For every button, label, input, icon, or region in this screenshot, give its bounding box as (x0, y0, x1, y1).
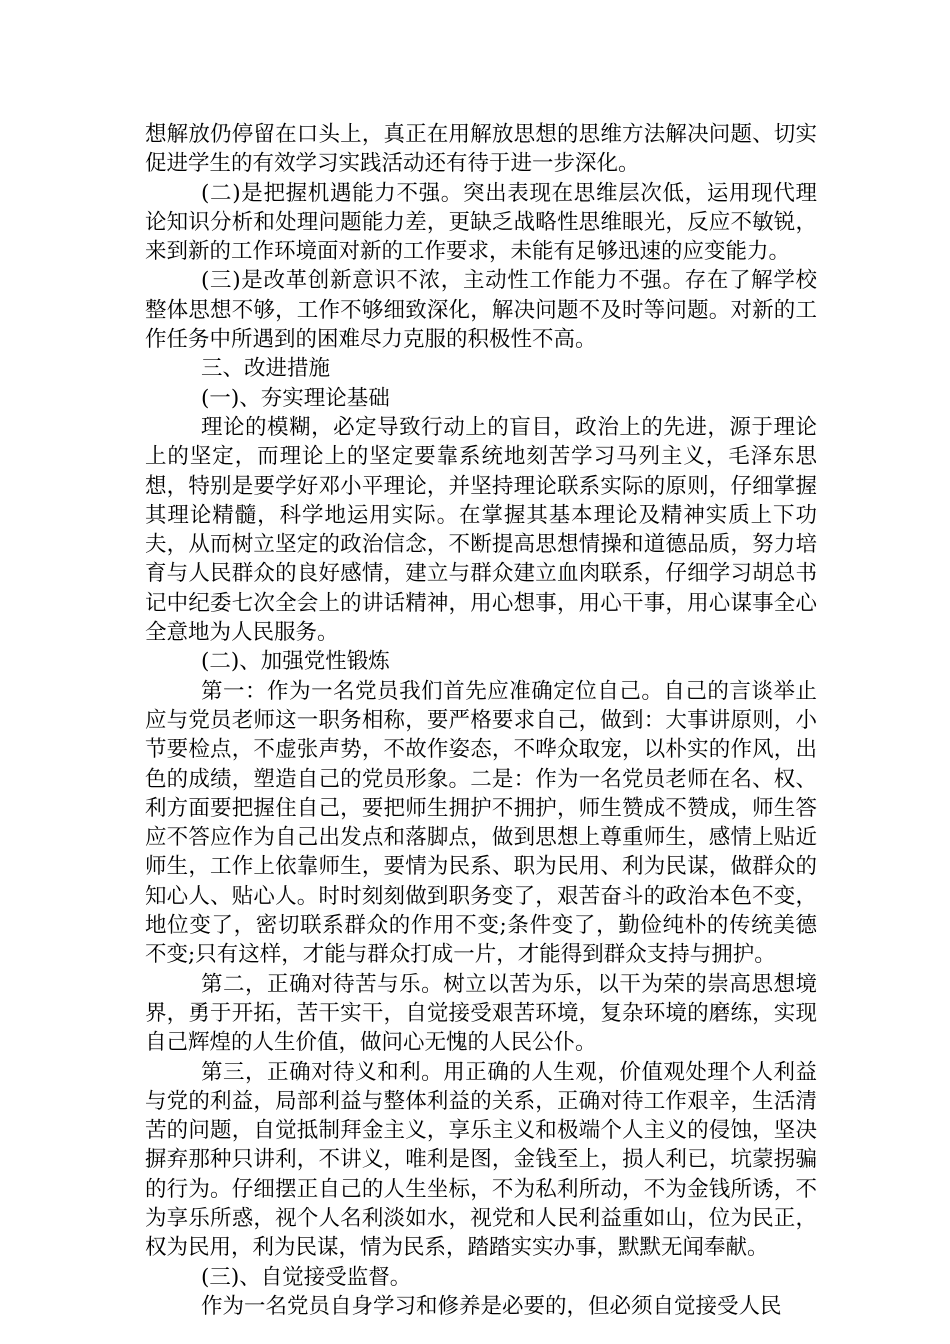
subheading-party-spirit: (二)、加强党性锻炼 (201, 649, 390, 675)
paragraph-6: 第二，正确对待苦与乐。树立以苦为乐，以干为荣的崇高思想境界，勇于开拓，苦干实干，自觉接受艰苦环境，复杂环境的磨练，实现自己辉煌的人生价值，做问心无愧的人民公仆。 (145, 971, 817, 1056)
paragraph-2: (二)是把握机遇能力不强。突出表现在思维层次低，运用现代理论知识分析和处理问题能力差，更缺乏战略性思维眼光，反应不敏锐，来到新的工作环境面对新的工作要求，未能有足够迅速的应变能力。 (145, 180, 817, 265)
paragraph-1: 想解放仍停留在口头上，真正在用解放思想的思维方法解决问题、切实促进学生的有效学习实践活动还有待于进一步深化。 (145, 122, 817, 177)
paragraph-4: 理论的模糊，必定导致行动上的盲目，政治上的先进，源于理论上的坚定，而理论上的坚定要靠系统地刻苦学习马列主义，毛泽东思想，特别是要学好邓小平理论，并坚持理论联系实际的原则，仔细掌握其理论精髓，科学地运用实际。在掌握其基本理论及精神实质上下功夫，从而树立坚定的政治信念，不断提高思想情操和道德品质，努力培育与人民群众的良好感情，建立与群众建立血肉联系，仔细学习胡总书记中纪委七次全会上的讲话精神，用心想事，用心干事，用心谋事全心全意地为人民服务。 (145, 414, 817, 646)
paragraph-5: 第一：作为一名党员我们首先应准确定位自己。自己的言谈举止应与党员老师这一职务相称，要严格要求自己，做到：大事讲原则，小节要检点，不虚张声势，不故作姿态，不哗众取宠，以朴实的作风，出色的成绩，塑造自己的党员形象。二是：作为一名党员老师在名、权、利方面要把握住自己，要把师生拥护不拥护，师生赞成不赞成，师生答应不答应作为自己出发点和落脚点，做到思想上尊重师生，感情上贴近师生，工作上依靠师生，要情为民系、职为民用、利为民谋，做群众的知心人、贴心人。时时刻刻做到职务变了，艰苦奋斗的政治本色不变，地位变了，密切联系群众的作用不变;条件变了，勤俭纯朴的传统美德不变;只有这样，才能与群众打成一片，才能得到群众支持与拥护。 (145, 678, 817, 968)
document-body (145, 120, 817, 1321)
paragraph-7: 第三，正确对待义和利。用正确的人生观，价值观处理个人利益与党的利益，局部利益与整体利益的关系，正确对待工作艰辛，生活清苦的问题，自觉抵制拜金主义，享乐主义和极端个人主义的侵蚀，坚决摒弃那种只讲利，不讲义，唯利是图，金钱至上，损人利已，坑蒙拐骗的行为。仔细摆正自己的人生坐标，不为私利所动，不为金钱所诱，不为享乐所惑，视个人名利淡如水，视党和人民利益重如山，位为民正，权为民用，利为民谋，情为民系，踏踏实实办事，默默无闻奉献。 (145, 1059, 817, 1261)
section-heading-improvement-measures: 三、改进措施 (201, 356, 331, 382)
paragraph-3: (三)是改革创新意识不浓，主动性工作能力不强。存在了解学校整体思想不够，工作不够细致深化，解决问题不及时等问题。对新的工作任务中所遇到的困难尽力克服的积极性不高。 (145, 268, 817, 353)
subheading-supervision: (三)、自觉接受监督。 (201, 1264, 412, 1290)
subheading-theory-foundation: (一)、夯实理论基础 (201, 385, 390, 411)
paragraph-8: 作为一名党员自身学习和修养是必要的，但必须自觉接受人民 (201, 1293, 782, 1319)
